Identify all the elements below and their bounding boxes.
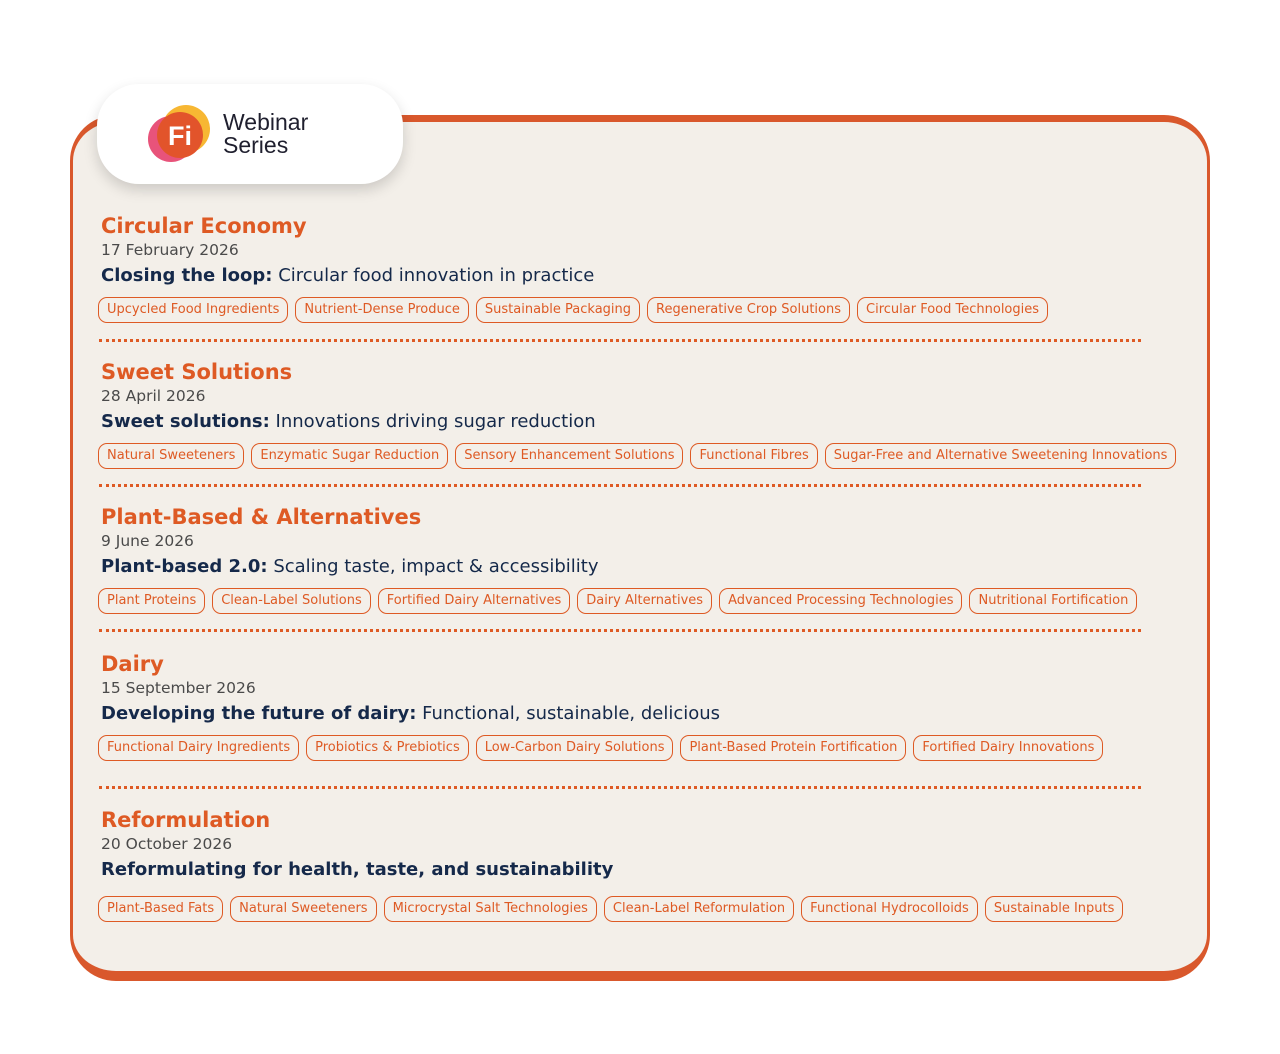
section-sweet-solutions bbox=[101, 359, 1201, 469]
section-date: 28 April 2026 bbox=[101, 387, 206, 405]
section-title: Dairy bbox=[101, 652, 164, 676]
topic-tag: Functional Fibres bbox=[690, 443, 817, 469]
section-title: Circular Economy bbox=[101, 214, 307, 238]
logo-line-2: Series bbox=[223, 132, 289, 158]
topic-tag: Clean-Label Solutions bbox=[212, 588, 371, 614]
section-date: 20 October 2026 bbox=[101, 835, 233, 853]
topic-tag: Nutritional Fortification bbox=[969, 588, 1137, 614]
section-circular-economy bbox=[101, 213, 1201, 323]
section-title: Plant-Based & Alternatives bbox=[101, 505, 422, 529]
topic-tag: Sustainable Packaging bbox=[476, 297, 640, 323]
topic-tag: Functional Dairy Ingredients bbox=[98, 735, 299, 761]
section-date: 15 September 2026 bbox=[101, 679, 256, 697]
section-title: Reformulation bbox=[101, 808, 271, 832]
topic-tag: Fortified Dairy Innovations bbox=[913, 735, 1103, 761]
section-subtitle: Closing the loop: Circular food innovation in practice bbox=[101, 265, 595, 286]
topic-tag: Upcycled Food Ingredients bbox=[98, 297, 288, 323]
logo-badge bbox=[97, 84, 403, 184]
section-dairy bbox=[101, 651, 1201, 761]
logo-mark-text: Fi bbox=[168, 121, 192, 151]
topic-tag: Plant-Based Fats bbox=[98, 896, 223, 922]
section-subtitle: Plant-based 2.0: Scaling taste, impact & accessibility bbox=[101, 556, 599, 577]
topic-tag: Low-Carbon Dairy Solutions bbox=[476, 735, 674, 761]
tag-list bbox=[98, 735, 1201, 761]
fi-logo-icon bbox=[147, 102, 213, 168]
logo-wordmark bbox=[223, 111, 308, 157]
topic-tag: Natural Sweeteners bbox=[98, 443, 244, 469]
topic-tag: Plant Proteins bbox=[98, 588, 205, 614]
section-reformulation bbox=[101, 807, 1201, 922]
tag-list bbox=[98, 588, 1201, 614]
topic-tag: Sustainable Inputs bbox=[985, 896, 1124, 922]
logo-line-1: Webinar bbox=[223, 109, 309, 135]
section-divider bbox=[99, 339, 1141, 342]
topic-tag: Advanced Processing Technologies bbox=[719, 588, 962, 614]
section-subtitle: Sweet solutions: Innovations driving sugar reduction bbox=[101, 411, 596, 432]
topic-tag: Probiotics & Prebiotics bbox=[306, 735, 469, 761]
tag-list bbox=[98, 443, 1201, 469]
topic-tag: Nutrient-Dense Produce bbox=[295, 297, 468, 323]
section-title: Sweet Solutions bbox=[101, 360, 293, 384]
topic-tag: Enzymatic Sugar Reduction bbox=[251, 443, 448, 469]
section-plant-based bbox=[101, 504, 1201, 614]
section-date: 17 February 2026 bbox=[101, 241, 239, 259]
tag-list bbox=[98, 896, 1201, 922]
topic-tag: Functional Hydrocolloids bbox=[801, 896, 978, 922]
section-divider bbox=[99, 629, 1141, 632]
topic-tag: Sugar-Free and Alternative Sweetening Innovations bbox=[825, 443, 1177, 469]
tag-list bbox=[98, 297, 1201, 323]
topic-tag: Microcrystal Salt Technologies bbox=[384, 896, 597, 922]
topic-tag: Clean-Label Reformulation bbox=[604, 896, 794, 922]
section-date: 9 June 2026 bbox=[101, 532, 194, 550]
topic-tag: Regenerative Crop Solutions bbox=[647, 297, 850, 323]
topic-tag: Circular Food Technologies bbox=[857, 297, 1048, 323]
topic-tag: Fortified Dairy Alternatives bbox=[378, 588, 570, 614]
section-divider bbox=[99, 484, 1141, 487]
topic-tag: Dairy Alternatives bbox=[577, 588, 712, 614]
topic-tag: Natural Sweeteners bbox=[230, 896, 376, 922]
topic-tag: Plant-Based Protein Fortification bbox=[680, 735, 906, 761]
section-subtitle: Developing the future of dairy: Functional, sustainable, delicious bbox=[101, 703, 721, 724]
section-divider bbox=[99, 786, 1141, 789]
topic-tag: Sensory Enhancement Solutions bbox=[455, 443, 683, 469]
section-subtitle: Reformulating for health, taste, and sustainability bbox=[101, 859, 614, 880]
